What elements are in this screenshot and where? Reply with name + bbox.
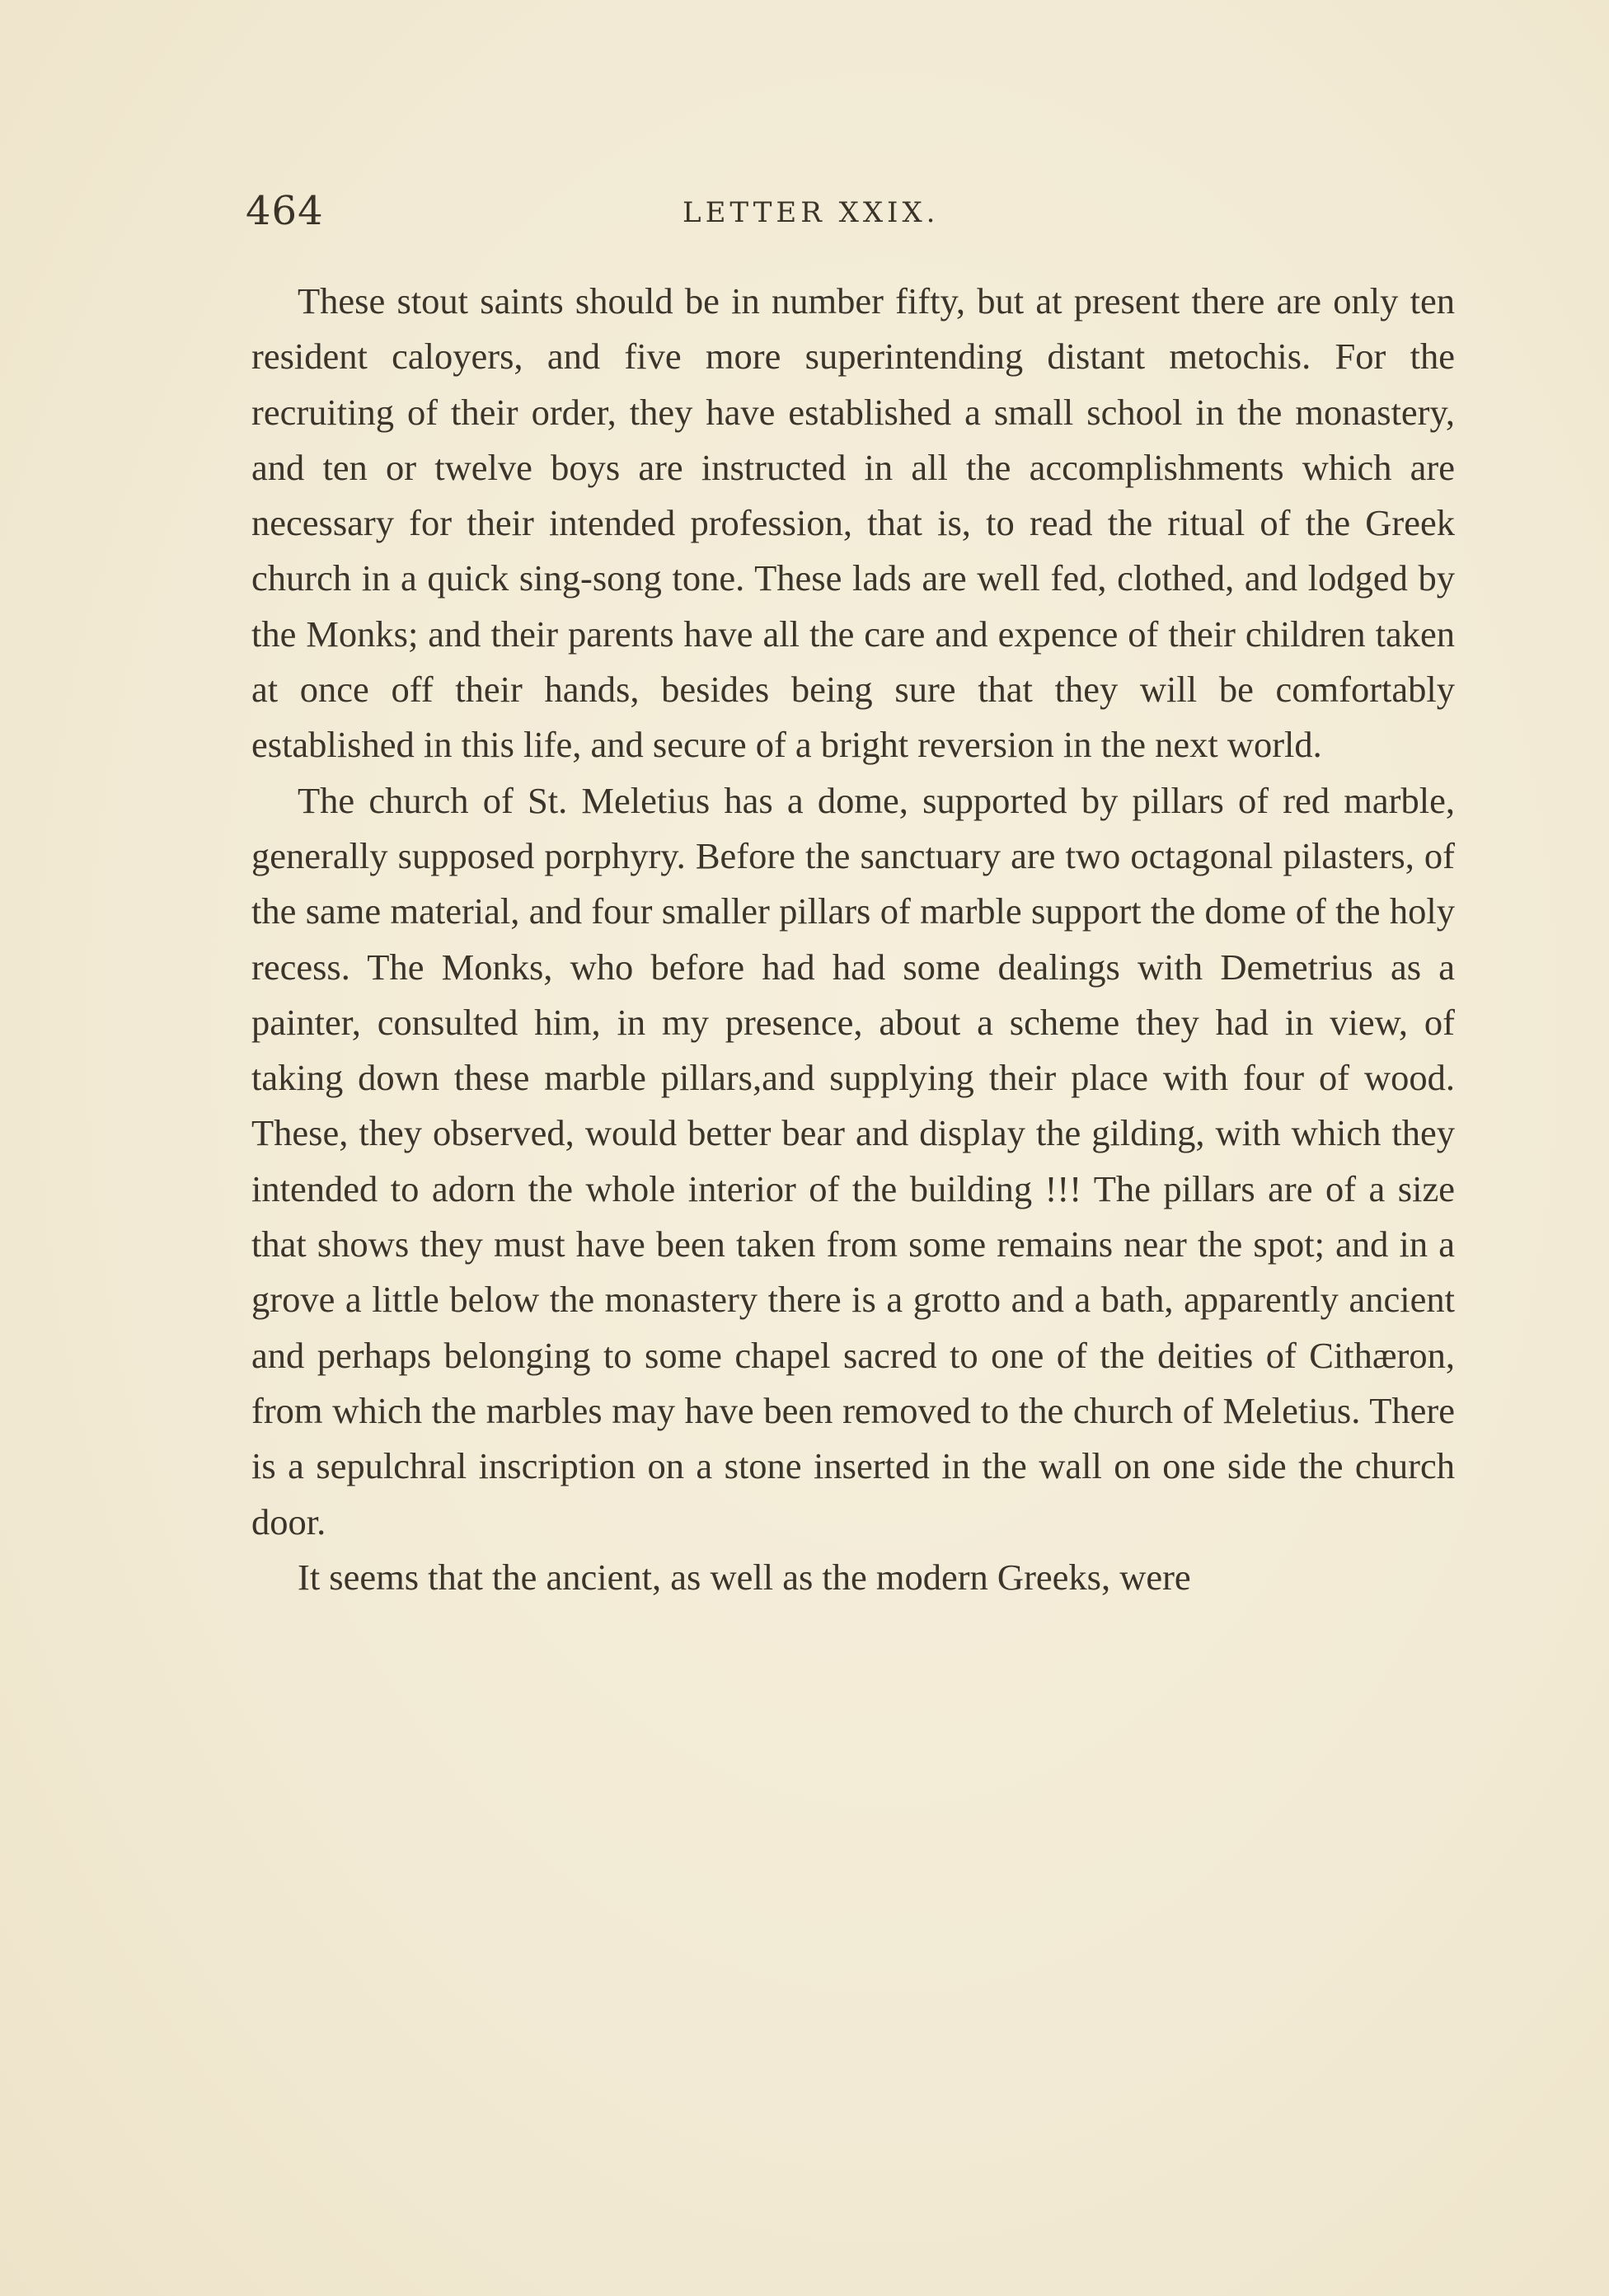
paragraph-ancient-greeks: It seems that the ancient, as well as the modern Greeks, were [298, 1556, 1191, 1598]
body-text [251, 274, 1455, 1605]
paragraph-church-of-st-meletius: The church of St. Meletius has a dome, supported by pillars of red marble, generally supposed porphyry. Before the sanctuary are two octagonal pilasters, of the same material, and four smaller pillars of marble support the dome of the holy recess. The Monks, who before had had some dealings with Demetrius as a painter, consulted him, in my presence, about a scheme they had in view, of taking down these marble pillars,and supplying their place with four of wood. These, they observed, would better bear and display the gilding, with which they intended to adorn the whole interior of the building !!! The pillars are of a size that shows they must have been taken from some remains near the spot; and in a grove a little below the monastery there is a grotto and a bath, apparently ancient and perhaps belonging to some chapel sacred to one of the deities of Cithæron, from which the marbles may have been removed to the church of Meletius. There is a sepulchral inscription on a stone inserted in the wall on one side the church door. [251, 779, 1455, 1542]
page-header [246, 183, 1457, 241]
running-head: LETTER XXIX. [683, 196, 940, 229]
page-number: 464 [246, 188, 324, 234]
paragraph-monastery-school: These stout saints should be in number fifty, but at present there are only ten resident caloyers, and five more superintending distant metochis. For the recruiting of their order, they have established a small school in the monastery, and ten or twelve boys are instructed in all the accomplishments which are necessary for their intended profession, that is, to read the ritual of the Greek church in a quick sing-song tone. These lads are well fed, clothed, and lodged by the Monks; and their parents have all the care and expence of their children taken at once off their hands, besides being sure that they will be comfortably established in this life, and secure of a bright reversion in the next world. [251, 280, 1455, 766]
